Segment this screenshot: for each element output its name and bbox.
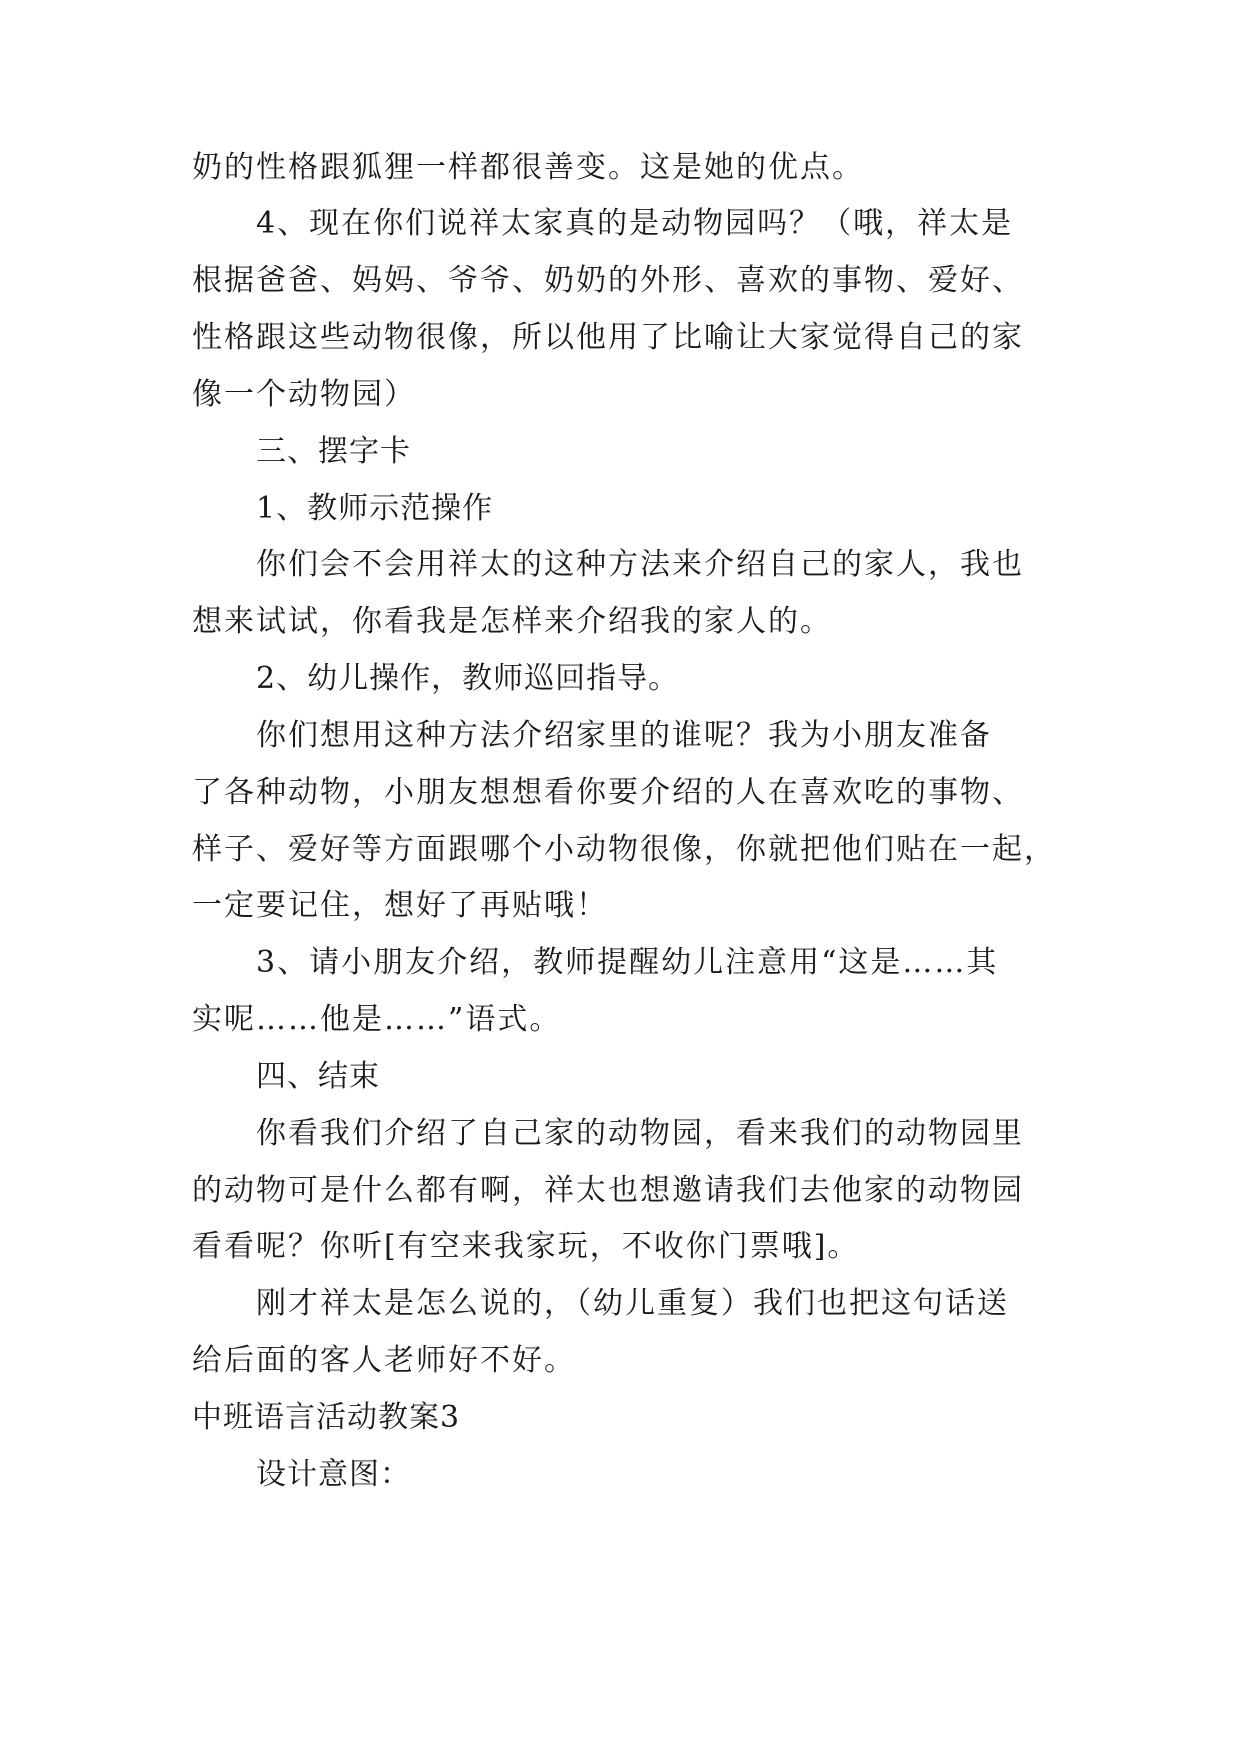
subsection-heading: 2、幼儿操作，教师巡回指导。 [256,661,680,696]
paragraph-line: 性格跟这些动物很像，所以他用了比喻让大家觉得自己的家 [192,320,1024,355]
paragraph-line: 给后面的客人老师好不好。 [192,1343,576,1378]
paragraph-line: 一定要记住，想好了再贴哦！ [192,888,608,923]
paragraph-line: 你们想用这种方法介绍家里的谁呢？我为小朋友准备 [256,718,992,753]
paragraph-line: 刚才祥太是怎么说的，（幼儿重复）我们也把这句话送 [256,1286,1009,1321]
paragraph-line: 了各种动物，小朋友想想看你要介绍的人在喜欢吃的事物、 [192,775,1024,810]
section-heading: 四、结束 [256,1059,380,1094]
paragraph-line: 4、现在你们说祥太家真的是动物园吗？（哦，祥太是 [256,206,1014,241]
paragraph-line: 根据爸爸、妈妈、爷爷、奶奶的外形、喜欢的事物、爱好、 [192,263,1024,298]
paragraph-line: 像一个动物园） [192,377,416,412]
document-title: 中班语言活动教案3 [192,1400,461,1435]
paragraph-line: 你看我们介绍了自己家的动物园，看来我们的动物园里 [256,1116,1024,1151]
paragraph-line: 实呢……他是……”语式。 [192,1002,562,1037]
section-heading: 三、摆字卡 [256,434,411,469]
subsection-heading: 1、教师示范操作 [256,491,494,526]
paragraph-line: 想来试试，你看我是怎样来介绍我的家人的。 [192,604,832,639]
paragraph-line: 看看呢？你听[有空来我家玩，不收你门票哦]。 [192,1229,860,1264]
paragraph-line: 奶的性格跟狐狸一样都很善变。这是她的优点。 [192,150,864,185]
section-heading: 设计意图： [256,1457,411,1492]
paragraph-line: 样子、爱好等方面跟哪个小动物很像，你就把他们贴在一起， [192,832,1056,867]
paragraph-line: 你们会不会用祥太的这种方法来介绍自己的家人，我也 [256,547,1024,582]
paragraph-line: 的动物可是什么都有啊，祥太也想邀请我们去他家的动物园 [192,1173,1024,1208]
paragraph-line: 3、请小朋友介绍，教师提醒幼儿注意用“这是……其 [256,945,999,980]
